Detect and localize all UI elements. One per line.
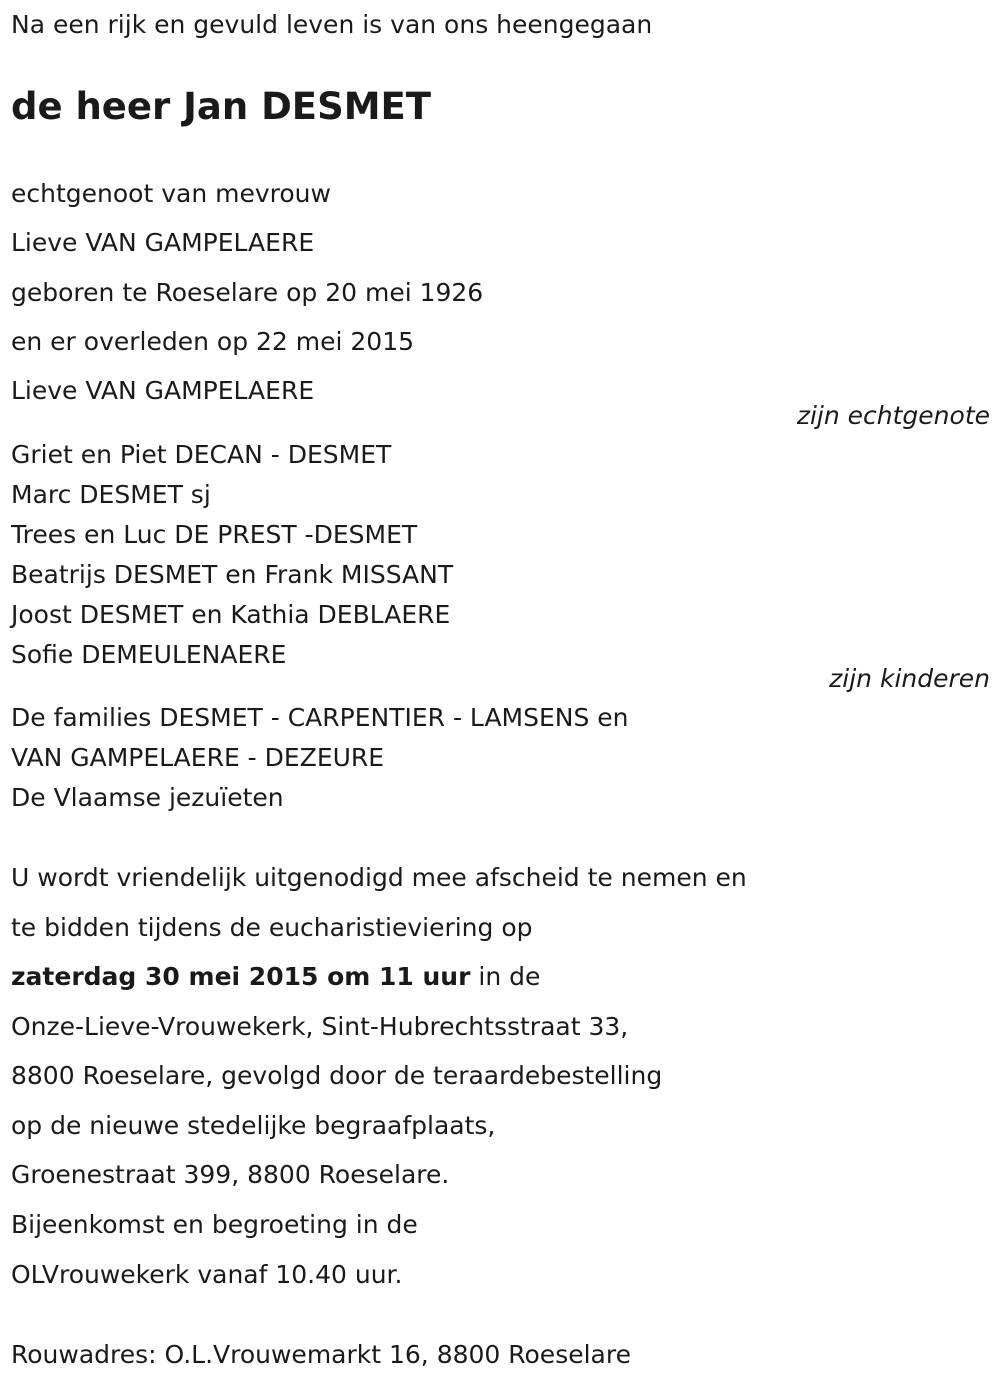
detail-line: en er overleden op 22 mei 2015 [11, 327, 415, 356]
children-role: zijn kinderen [829, 664, 990, 693]
detail-line: Lieve VAN GAMPELAERE [11, 228, 315, 257]
child-name: Griet en Piet DECAN - DESMET [11, 440, 392, 469]
invitation-line: OLVrouwekerk vanaf 10.40 uur. [11, 1260, 403, 1289]
invitation-line: op de nieuwe stedelijke begraafplaats, [11, 1111, 496, 1140]
invitation-line: Bijeenkomst en begroeting in de [11, 1210, 418, 1239]
detail-line: geboren te Roeselare op 20 mei 1926 [11, 278, 484, 307]
child-name: Beatrijs DESMET en Frank MISSANT [11, 560, 454, 589]
family-line: VAN GAMPELAERE - DEZEURE [11, 743, 385, 772]
invitation-line: 8800 Roeselare, gevolgd door de teraardebestelling [11, 1061, 663, 1090]
child-name: Trees en Luc DE PREST -DESMET [11, 520, 418, 549]
ceremony-date-suffix: in de [470, 962, 541, 991]
ceremony-date: zaterdag 30 mei 2015 om 11 uur [11, 962, 471, 991]
ceremony-date-line [11, 964, 540, 989]
spouse-name: Lieve VAN GAMPELAERE [11, 376, 315, 405]
invitation-line: te bidden tijdens de eucharistieviering op [11, 913, 533, 942]
invitation-line: Groenestraat 399, 8800 Roeselare. [11, 1160, 450, 1189]
mourning-address: Rouwadres: O.L.Vrouwemarkt 16, 8800 Roeselare [11, 1340, 631, 1369]
family-line: De Vlaamse jezuïeten [11, 783, 284, 812]
detail-line: echtgenoot van mevrouw [11, 179, 331, 208]
spouse-role: zijn echtgenote [796, 401, 990, 430]
deceased-name: de heer Jan DESMET [11, 85, 432, 128]
invitation-line: U wordt vriendelijk uitgenodigd mee afscheid te nemen en [11, 863, 747, 892]
invitation-line: Onze-Lieve-Vrouwekerk, Sint-Hubrechtsstraat 33, [11, 1012, 629, 1041]
intro-text: Na een rijk en gevuld leven is van ons heengegaan [11, 10, 653, 39]
family-line: De families DESMET - CARPENTIER - LAMSENS en [11, 703, 629, 732]
child-name: Sofie DEMEULENAERE [11, 640, 287, 669]
child-name: Joost DESMET en Kathia DEBLAERE [11, 600, 451, 629]
child-name: Marc DESMET sj [11, 480, 211, 509]
